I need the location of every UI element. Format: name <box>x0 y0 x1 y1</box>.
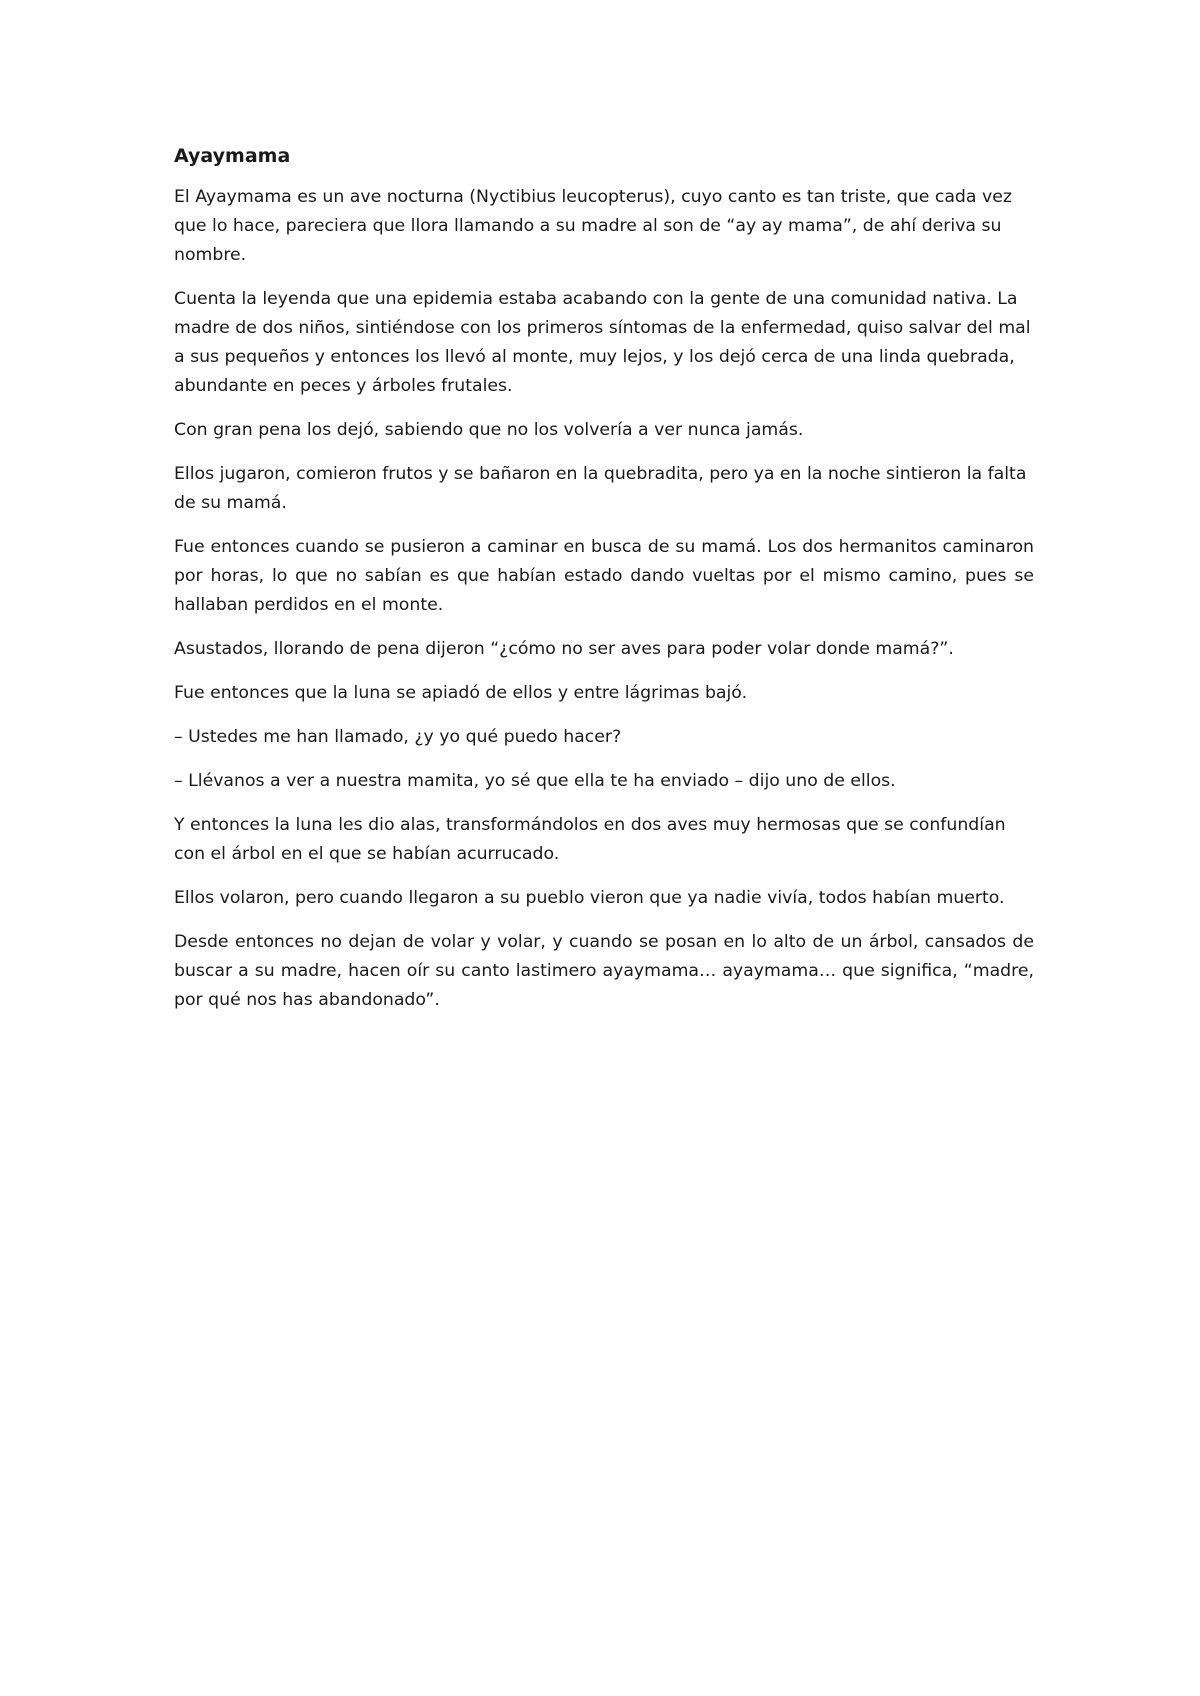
document-body <box>174 141 1034 1030</box>
paragraph-3: Con gran pena los dejó, sabiendo que no los volvería a ver nunca jamás. <box>174 420 804 440</box>
paragraph-12: Desde entonces no dejan de volar y volar, y cuando se posan en lo alto de un árbol, cansados de buscar a su madre, hacen oír su canto lastimero ayaymama… ayaymama… que significa, “madre, por qué nos has abandonado”. <box>174 932 1034 1010</box>
document-title: Ayaymama <box>174 145 291 167</box>
paragraph-4: Ellos jugaron, comieron frutos y se bañaron en la quebradita, pero ya en la noche sintieron la falta de su mamá. <box>174 464 1027 513</box>
paragraph-2: Cuenta la leyenda que una epidemia estaba acabando con la gente de una comunidad nativa. La madre de dos niños, sintiéndose con los primeros síntomas de la enfermedad, quiso salvar del mal a sus pequeños y entonces los llevó al monte, muy lejos, y los dejó cerca de una linda quebrada, abundante en peces y árboles frutales. <box>174 289 1031 396</box>
paragraph-11: Ellos volaron, pero cuando llegaron a su pueblo vieron que ya nadie vivía, todos habían muerto. <box>174 888 1005 908</box>
paragraph-6: Asustados, llorando de pena dijeron “¿cómo no ser aves para poder volar donde mamá?”. <box>174 639 954 659</box>
paragraph-7: Fue entonces que la luna se apiadó de ellos y entre lágrimas bajó. <box>174 683 748 703</box>
paragraph-5: Fue entonces cuando se pusieron a caminar en busca de su mamá. Los dos hermanitos caminaron por horas, lo que no sabían es que habían estado dando vueltas por el mismo camino, pues se hallaban perdidos en el monte. <box>174 537 1034 615</box>
paragraph-10: Y entonces la luna les dio alas, transformándolos en dos aves muy hermosas que se confundían con el árbol en el que se habían acurrucado. <box>174 815 1006 864</box>
paragraph-9: – Llévanos a ver a nuestra mamita, yo sé que ella te ha enviado – dijo uno de ellos. <box>174 771 896 791</box>
paragraph-8: – Ustedes me han llamado, ¿y yo qué puedo hacer? <box>174 727 622 747</box>
paragraph-1: El Ayaymama es un ave nocturna (Nyctibius leucopterus), cuyo canto es tan triste, que cada vez que lo hace, pareciera que llora llamando a su madre al son de “ay ay mama”, de ahí deriva su nombre. <box>174 187 1012 265</box>
